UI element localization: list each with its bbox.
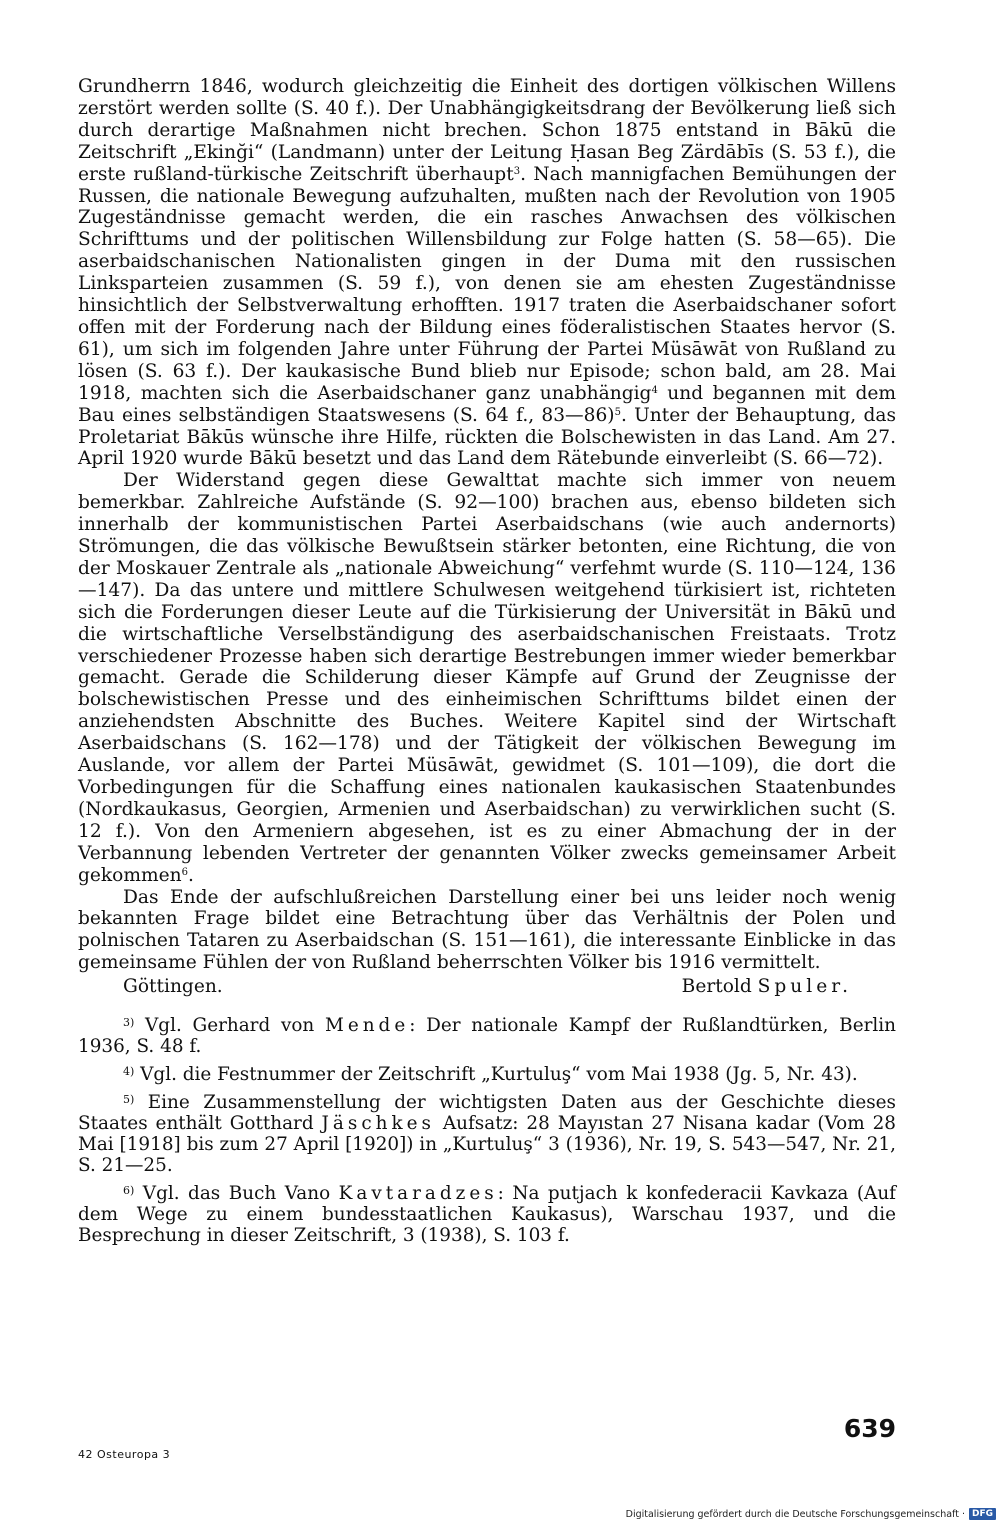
author: Bertold Spuler. [681, 976, 852, 998]
printer-signature: 42 Osteuropa 3 [78, 1448, 171, 1461]
footnote-6: $^{6)}$ Vgl. das Buch Vano Kavtaradzes: Na putjach k konfederacii Kavkaza (Auf dem Wege zu einem bundesstaatlichen Kaukasus), Warschau 1937, und die Besprechung in dieser Zeitschrift, 3 (1938), S. 103 f. [78, 1183, 896, 1247]
paragraph-1: Grundherrn 1846, wodurch gleichzeitig die Einheit des dortigen völkischen Willens zerstört werden sollte (S. 40 f.). Der Unabhängigkeitsdrang der Bevölkerung ließ sich durch derartige Maßnahmen nicht brechen. Schon 1875 entstand in Bākū die Zeitschrift „Ekinği“ (Landmann) unter der Leitung Ḥasan Beg Zärdābīs (S. 53 f.), die erste rußland-türkische Zeitschrift überhaupt$^3$. Nach mannigfachen Bemühungen der Russen, die nationale Bewegung aufzuhalten, mußten nach der Revolution von 1905 Zugeständnisse gemacht werden, die ein rasches Anwachsen des völkischen Schrifttums und der politischen Willensbildung zur Folge hatten (S. 58—65). Die aserbaidschanischen Nationalisten gingen in der Duma mit den russischen Linksparteien zusammen (S. 59 f.), von denen sie am ehesten Zugeständnisse hinsichtlich der Selbstverwaltung erhofften. 1917 traten die Aserbaidschaner sofort offen mit der Forderung nach der Bildung eines föderalistischen Staates hervor (S. 61), um sich im folgenden Jahre unter Führung der Partei Müsāwāt von Rußland zu lösen (S. 63 f.). Der kaukasische Bund blieb nur Episode; schon bald, am 28. Mai 1918, machten sich die Aserbaidschaner ganz unabhängig$^4$ und begannen mit dem Bau eines selbständigen Staatswesens (S. 64 f., 83—86)$^5$. Unter der Behauptung, das Proletariat Bākūs wünsche ihre Hilfe, rückten die Bolschewisten in das Land. Am 27. April 1920 wurde Bākū besetzt und das Land dem Rätebunde einverleibt (S. 66—72). [78, 76, 896, 470]
digitization-credit [626, 1508, 996, 1520]
footnote-ref-5: 5 [614, 406, 621, 418]
page-number: 639 [843, 1414, 896, 1443]
dfg-credit-text: Digitalisierung gefördert durch die Deutsche Forschungsgemeinschaft · [625, 1508, 965, 1520]
footnotes [78, 1012, 896, 1246]
footnote-ref-6: 6 [181, 866, 188, 878]
dfg-logo: DFG [969, 1508, 996, 1520]
footnote-ref-3: 3 [513, 165, 521, 177]
footnote-ref-4: 4 [651, 384, 658, 396]
page-content [78, 76, 896, 1246]
paragraph-3: Das Ende der aufschlußreichen Darstellung einer bei uns leider noch wenig bekannten Frage bildet eine Betrachtung über das Verhältnis der Polen und polnischen Tataren zu Aserbaidschan (S. 151—161), die interessante Einblicke in das gemeinsame Fühlen der von Rußland beherrschten Völker bis 1916 vermittelt. [78, 886, 896, 974]
footnote-5: $^{5)}$ Eine Zusammenstellung der wichtigsten Daten aus der Geschichte dieses Staates enthält Gotthard Jäschkes Aufsatz: 28 Mayıstan 27 Nisana kadar (Vom 28 Mai [1918] bis zum 27 April [1920]) in „Kurtuluş“ 3 (1936), Nr. 19, S. 543—547, Nr. 21, S. 21—25. [78, 1092, 896, 1177]
paragraph-2: Der Widerstand gegen diese Gewalttat machte sich immer von neuem bemerkbar. Zahlreiche Aufstände (S. 92—100) brachen aus, ebenso bildeten sich innerhalb der kommunistischen Partei Aserbaidschans (wie auch andernorts) Strömungen, die das völkische Bewußtsein stärker betonten, eine Richtung, die von der Moskauer Zentrale als „nationale Abweichung“ verfehmt wurde (S. 110—124, 136—147). Da das untere und mittlere Schulwesen weitgehend türkisiert ist, richteten sich die Forderungen dieser Leute auf die Türkisierung der Universität in Bākū und die wirtschaftliche Verselbständigung des aserbaidschanischen Freistaats. Trotz verschiedener Prozesse haben sich derartige Bestrebungen immer wieder bemerkbar gemacht. Gerade die Schilderung dieser Kämpfe auf Grund der Zeugnisse der bolschewistischen Presse und des einheimischen Schrifttums bildet einen der anziehendsten Abschnitte des Buches. Weitere Kapitel sind der Wirtschaft Aserbaidschans (S. 162—178) und der Tätigkeit der völkischen Bewegung im Auslande, vor allem der Partei Müsāwāt, gewidmet (S. 101—109), die dort die Vorbedingungen für die Schaffung eines nationalen kaukasischen Staatenbundes (Nordkaukasus, Georgien, Armenien und Aserbaidschan) zu verwirklichen sucht (S. 12 f.). Von den Armeniern abgesehen, ist es zu einer Abmachung der in der Verbannung lebenden Vertreter der genannten Völker zwecks gemeinsamer Arbeit gekommen$^6$. [78, 470, 896, 886]
footnote-4: $^{4)}$ Vgl. die Festnummer der Zeitschrift „Kurtuluş“ vom Mai 1938 (Jg. 5, Nr. 43). [123, 1064, 858, 1086]
review-body [78, 76, 896, 974]
signature-line [78, 976, 896, 998]
footnote-3: $^{3)}$ Vgl. Gerhard von Mende: Der nationale Kampf der Rußlandtürken, Berlin 1936, S. 48 f. [78, 1015, 896, 1058]
place: Göttingen. [123, 976, 223, 998]
